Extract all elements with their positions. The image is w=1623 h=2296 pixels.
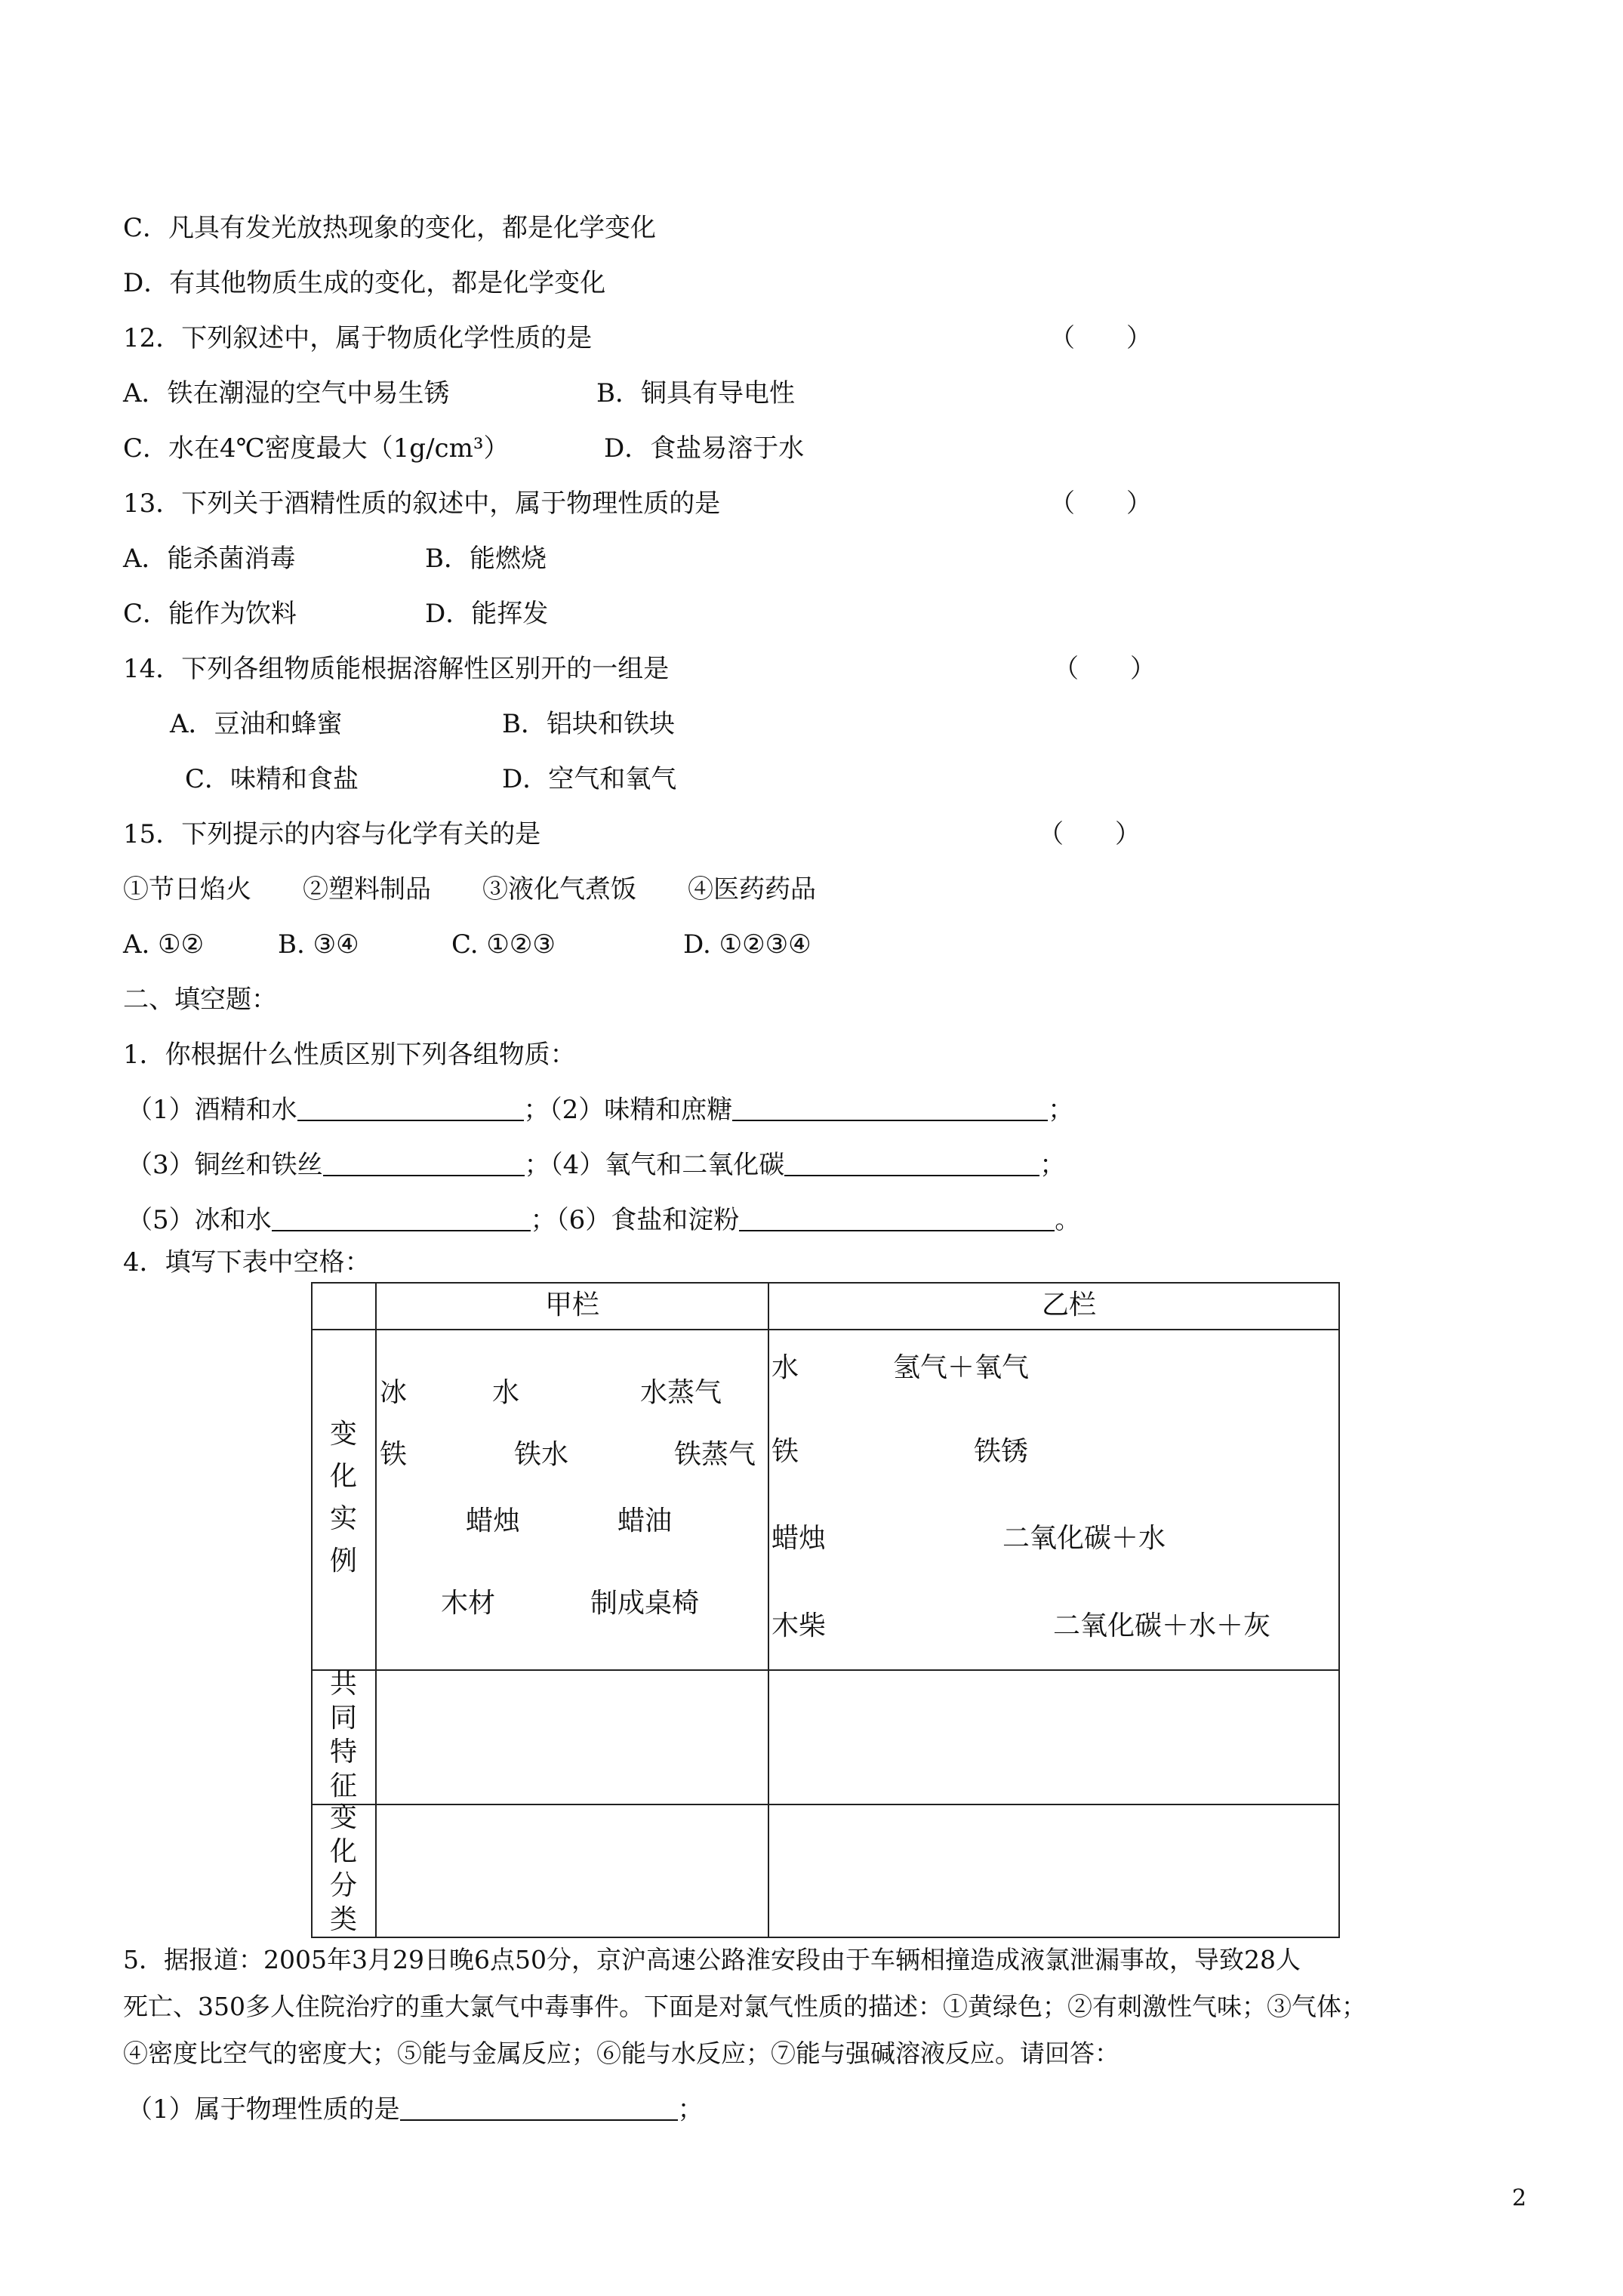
cell-b-item: 木柴 — [771, 1610, 827, 1641]
answer-blank-3[interactable] — [323, 1152, 525, 1176]
fill-q5-line2: 死亡、350多人住院治疗的重大氯气中毒事件。下面是对氯气性质的描述：①黄绿色；②有刺激性气味；③气体； — [123, 1992, 1366, 2021]
table-border — [311, 1804, 1340, 1805]
cell-a-item: 铁 — [380, 1439, 408, 1470]
q12-option-c: C．水在4℃密度最大（1g/cm³） — [123, 433, 510, 464]
q14-option-c: C．味精和食盐 — [185, 764, 359, 794]
answer-blank-6[interactable] — [739, 1207, 1055, 1231]
table-border — [311, 1282, 1340, 1284]
cell-a-item: 制成桌椅 — [590, 1588, 700, 1619]
q15-option-b: B. ③④ — [278, 929, 359, 960]
fill-q5-line1: 5．据报道：2005年3月29日晚6点50分，京沪高速公路淮安段由于车辆相撞造成液氯泄漏事故，导致28人 — [123, 1945, 1301, 1974]
row-label-common-features: 共 同 特 征 — [329, 1669, 357, 1801]
fill-q1-row2 — [127, 1150, 1065, 1180]
q13-option-d: D．能挥发 — [425, 599, 549, 629]
q15-answer-paren: （ ） — [1038, 819, 1141, 849]
table-border — [311, 1669, 1340, 1671]
answer-blank-1[interactable] — [297, 1097, 524, 1121]
fill-q1-row3 — [127, 1205, 1080, 1235]
cell-a-item: 水 — [492, 1377, 520, 1408]
q15-stem: 15．下列提示的内容与化学有关的是 — [123, 819, 541, 849]
fill-q1-part2-label: ；（2）味精和庶糖 — [523, 1095, 733, 1125]
fill-q1-part4-label: ；（4）氧气和二氧化碳 — [524, 1150, 785, 1180]
table-border — [311, 1329, 1340, 1330]
fill-q1-stem: 1．你根据什么性质区别下列各组物质： — [123, 1040, 576, 1070]
column-header-a: 甲栏 — [545, 1290, 600, 1321]
cell-b-item: 铁锈 — [974, 1436, 1029, 1467]
cell-b-item: 水 — [771, 1352, 799, 1383]
fill-q5-sub1-label: （1）属于物理性质的是 — [127, 2094, 400, 2125]
q12-option-a: A．铁在潮湿的空气中易生锈 — [123, 378, 450, 408]
q13-stem: 13．下列关于酒精性质的叙述中，属于物理性质的是 — [123, 488, 721, 519]
cell-a-item: 冰 — [380, 1377, 408, 1408]
table-border — [768, 1282, 769, 1938]
q14-option-d: D．空气和氧气 — [502, 764, 677, 794]
q14-option-a: A．豆油和蜂蜜 — [170, 709, 343, 739]
q12-stem: 12．下列叙述中，属于物质化学性质的是 — [123, 323, 593, 353]
cell-a-item: 铁蒸气 — [674, 1439, 756, 1470]
cell-a-item: 铁水 — [514, 1439, 569, 1470]
row-end-semicolon: ； — [677, 2094, 704, 2125]
q12-answer-paren: （ ） — [1049, 323, 1152, 353]
table-border — [1338, 1282, 1340, 1938]
page-number: 2 — [1512, 2185, 1527, 2211]
q12-option-d: D．食盐易溶于水 — [604, 433, 805, 464]
cell-b-item: 氢气＋氧气 — [893, 1352, 1030, 1383]
row-label-examples: 变 化 实 例 — [329, 1419, 357, 1576]
answer-blank-q5-1[interactable] — [400, 2097, 678, 2121]
table-border — [311, 1937, 1340, 1938]
q15-option-a: A. ①② — [123, 929, 205, 960]
q14-answer-paren: （ ） — [1053, 654, 1156, 684]
fill-q1-part3-label: （3）铜丝和铁丝 — [127, 1150, 323, 1180]
fill-q5-line3: ④密度比空气的密度大；⑤能与金属反应；⑥能与水反应；⑦能与强碱溶液反应。请回答： — [123, 2039, 1119, 2068]
q15-items: ①节日焰火 ②塑料制品 ③液化气煮饭 ④医药药品 — [123, 874, 816, 905]
q15-option-d: D. ①②③④ — [683, 929, 812, 960]
section-title: 二、填空题： — [123, 985, 277, 1015]
q13-answer-paren: （ ） — [1049, 488, 1152, 519]
fill-q1-part6-label: ；（6）食盐和淀粉 — [530, 1205, 740, 1235]
cell-b-item: 铁 — [771, 1436, 799, 1467]
q13-option-a: A．能杀菌消毒 — [123, 544, 296, 574]
cell-b-item: 蜡烛 — [771, 1523, 827, 1554]
answer-blank-2[interactable] — [732, 1097, 1048, 1121]
row-label-change-type: 变 化 分 类 — [329, 1802, 357, 1935]
table-border — [311, 1282, 313, 1938]
q14-stem: 14．下列各组物质能根据溶解性区别开的一组是 — [123, 654, 670, 684]
row-end-semicolon: ； — [1039, 1150, 1066, 1180]
fill-q1-row1 — [127, 1095, 1073, 1125]
fill-q1-part1-label: （1）酒精和水 — [127, 1095, 297, 1125]
answer-blank-4[interactable] — [784, 1152, 1039, 1176]
q12-option-b: B．铜具有导电性 — [596, 378, 795, 408]
q14-option-b: B．铝块和铁块 — [502, 709, 675, 739]
answer-blank-5[interactable] — [272, 1207, 531, 1231]
q13-option-b: B．能燃烧 — [425, 544, 547, 574]
cell-a-item: 水蒸气 — [640, 1377, 722, 1408]
cell-b-item: 二氧化碳＋水＋灰 — [1053, 1610, 1271, 1641]
q11-option-c: C．凡具有发光放热现象的变化，都是化学变化 — [123, 213, 657, 243]
cell-b-item: 二氧化碳＋水 — [1002, 1523, 1166, 1554]
row-end-semicolon: ； — [1048, 1095, 1074, 1125]
row-end-period: 。 — [1055, 1205, 1081, 1235]
fill-q5-sub1 — [127, 2094, 704, 2125]
q11-option-d: D．有其他物质生成的变化，都是化学变化 — [123, 268, 606, 298]
cell-a-item: 蜡烛 — [466, 1505, 521, 1536]
table-border — [375, 1282, 377, 1938]
q15-option-c: C. ①②③ — [451, 929, 556, 960]
fill-q4-stem: 4．填写下表中空格： — [123, 1247, 371, 1277]
fill-q1-part5-label: （5）冰和水 — [127, 1205, 272, 1235]
cell-a-item: 蜡油 — [617, 1505, 673, 1536]
column-header-b: 乙栏 — [1042, 1290, 1097, 1321]
cell-a-item: 木材 — [441, 1588, 496, 1619]
q13-option-c: C．能作为饮料 — [123, 599, 297, 629]
